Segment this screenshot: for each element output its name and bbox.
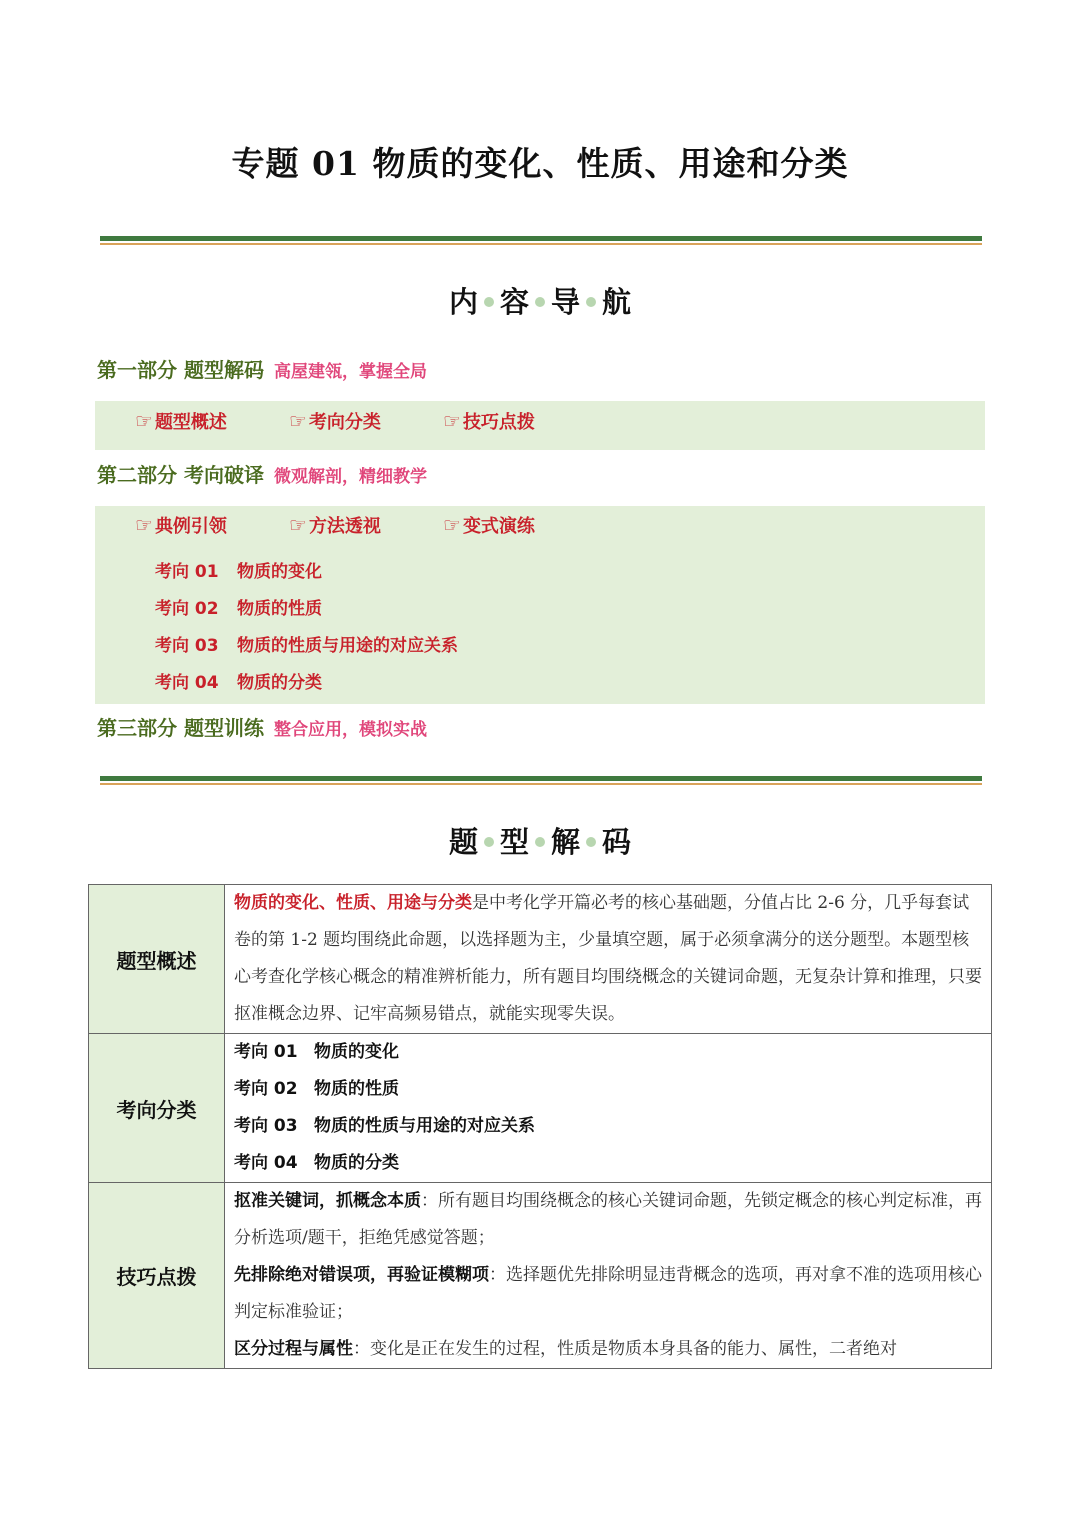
nav-link-direction-02[interactable]: 考向 02 物质的性质 [155, 599, 322, 619]
table-row [89, 1183, 992, 1369]
content-nav-heading: 内 容 导 航 [448, 285, 632, 319]
nav-link-direction-categories[interactable]: ☞ 考向分类 [289, 409, 381, 433]
document-title: 专题 01 物质的变化、性质、用途和分类 [231, 144, 849, 183]
pointing-hand-icon: ☞ [135, 513, 153, 537]
table-row [89, 885, 992, 1034]
nav-link-practice[interactable]: ☞ 变式演练 [443, 513, 535, 537]
part-two-heading: 第二部分 考向破译 微观解剖，精细教学 [97, 463, 427, 487]
tips-content [225, 1183, 992, 1369]
pointing-hand-icon: ☞ [443, 513, 461, 537]
direction-line: 考向 01 物质的变化 [234, 1042, 399, 1062]
nav-link-direction-04[interactable]: 考向 04 物质的分类 [155, 673, 322, 693]
tip-item: 抠准关键词，抓概念本质：所有题目均围绕概念的核心关键词命题，先锁定概念的核心判定标准，再分析选项/题干，拒绝凭感觉答题； [234, 1191, 982, 1248]
nav-link-examples[interactable]: ☞ 典例引领 [135, 513, 227, 537]
part-three-heading: 第三部分 题型训练 整合应用，模拟实战 [97, 716, 427, 740]
nav-link-tips[interactable]: ☞ 技巧点拨 [443, 409, 535, 433]
overview-text: 是中考化学开篇必考的核心基础题，分值占比 2-6 分，几乎每套试卷的第 1-2 题均围绕此命题，以选择题为主，少量填空题，属于必须拿满分的送分题型。本题型核心考查化学核心概念的精准辨析能力，所有题目均围绕概念的关键词命题，无复杂计算和推理，只要抠准概念边界、记牢高频易错点，就能实现零失误。 [234, 893, 982, 1024]
part-one-nav-box [95, 401, 985, 450]
question-decode-table [88, 884, 992, 1369]
row-label-directions: 考向分类 [89, 1034, 225, 1183]
nav-link-direction-03[interactable]: 考向 03 物质的性质与用途的对应关系 [155, 636, 458, 656]
divider-rule [100, 236, 982, 248]
nav-link-methods[interactable]: ☞ 方法透视 [289, 513, 381, 537]
overview-highlight: 物质的变化、性质、用途与分类 [234, 893, 472, 913]
tip-item: 区分过程与属性：变化是正在发生的过程，性质是物质本身具备的能力、属性，二者绝对 [234, 1339, 897, 1359]
divider-rule [100, 776, 982, 788]
nav-link-direction-01[interactable]: 考向 01 物质的变化 [155, 562, 322, 582]
overview-content [225, 885, 992, 1034]
tip-item: 先排除绝对错误项，再验证模糊项：选择题优先排除明显违背概念的选项，再对拿不准的选项用核心判定标准验证； [234, 1265, 982, 1322]
direction-line: 考向 02 物质的性质 [234, 1079, 399, 1099]
pointing-hand-icon: ☞ [135, 409, 153, 433]
part-one-heading: 第一部分 题型解码 高屋建瓴，掌握全局 [97, 358, 427, 382]
pointing-hand-icon: ☞ [289, 409, 307, 433]
nav-link-overview[interactable]: ☞ 题型概述 [135, 409, 227, 433]
direction-line: 考向 03 物质的性质与用途的对应关系 [234, 1116, 535, 1136]
row-label-tips: 技巧点拨 [89, 1183, 225, 1369]
table-row [89, 1034, 992, 1183]
pointing-hand-icon: ☞ [289, 513, 307, 537]
direction-line: 考向 04 物质的分类 [234, 1153, 399, 1173]
question-decode-heading: 题 型 解 码 [448, 825, 632, 859]
directions-content [225, 1034, 992, 1183]
pointing-hand-icon: ☞ [443, 409, 461, 433]
row-label-overview: 题型概述 [89, 885, 225, 1034]
